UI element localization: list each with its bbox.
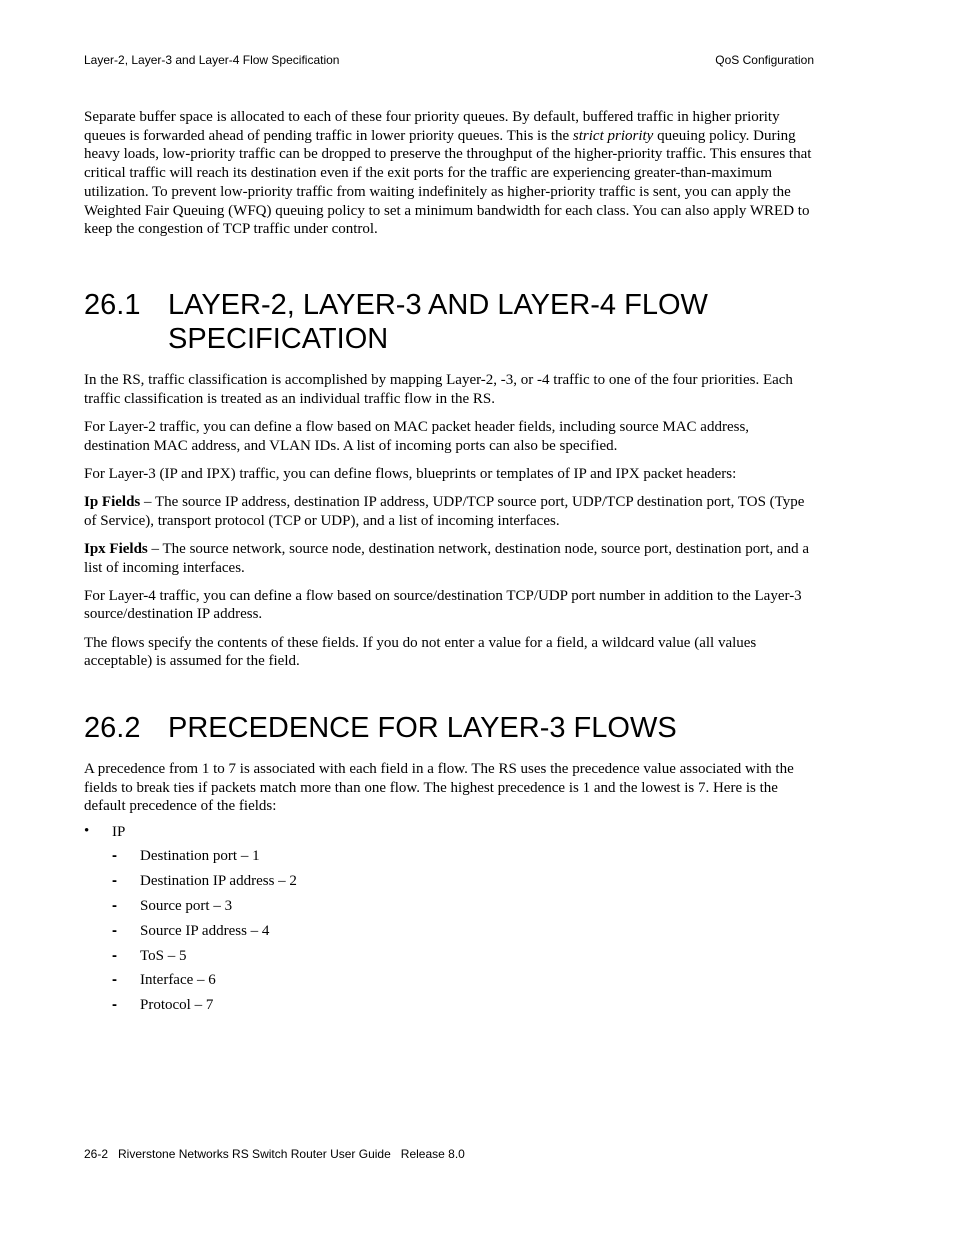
- dash-marker: -: [112, 847, 117, 865]
- dash-marker: -: [112, 896, 117, 914]
- paragraph: The flows specify the contents of these fields. If you do not enter a value for a field, a wildcard value (all values acceptable) is assumed for the field.: [84, 634, 757, 670]
- list-item-label: Destination port – 1: [140, 848, 260, 865]
- dash-marker: -: [112, 971, 117, 989]
- list-item-label: ToS – 5: [140, 947, 187, 964]
- section-number: 26.2: [84, 712, 141, 745]
- list-item-label: Destination IP address – 2: [140, 873, 297, 890]
- list-item: [84, 823, 814, 1021]
- intro-paragraph: [84, 108, 814, 239]
- ip-fields-text: – The source IP address, destination IP address, UDP/TCP source port, UDP/TCP destination port, TOS (Type of Service), transport protocol (TCP or UDP), and a list of incoming interfaces.: [84, 493, 805, 529]
- list-item: [112, 971, 814, 996]
- ipx-fields-label: Ipx Fields: [84, 540, 148, 557]
- paragraph: For Layer-3 (IP and IPX) traffic, you can define flows, blueprints or templates of IP and IPX packet headers:: [84, 465, 737, 482]
- dash-marker: -: [112, 921, 117, 939]
- ipx-fields-text: – The source network, source node, destination network, destination node, source port, destination port, and a list of incoming interfaces.: [84, 540, 809, 576]
- list-item-label: Source IP address – 4: [140, 922, 270, 939]
- list-item: [112, 847, 814, 872]
- paragraph: For Layer-2 traffic, you can define a flow based on MAC packet header fields, including source MAC address, destination MAC address, and VLAN IDs. A list of incoming ports can also be specified.: [84, 418, 750, 454]
- paragraph: For Layer-4 traffic, you can define a flow based on source/destination TCP/UDP port number in addition to the Layer-3 source/destination IP address.: [84, 587, 802, 623]
- precedence-list: [84, 823, 814, 1021]
- intro-text-2: queuing policy. During heavy loads, low-priority traffic can be dropped to preserve the throughput of the higher-priority traffic. This ensures that critical traffic will reach its destination even if the exit ports for the traffic are experiencing greater-than-maximum utilization. To prevent low-priority traffic from waiting indefinitely as higher-priority traffic is sent, you can apply the Weighted Fair Queuing (WFQ) queuing policy to set a minimum bandwidth for each class. You can also apply WRED to keep the congestion of TCP traffic under control.: [84, 127, 812, 238]
- bullet-marker: •: [84, 822, 90, 839]
- list-item-label: Source port – 3: [140, 897, 233, 914]
- list-item: [112, 872, 814, 897]
- dash-marker: -: [112, 872, 117, 890]
- list-item-label: Interface – 6: [140, 972, 216, 989]
- list-item: [112, 947, 814, 972]
- paragraph: In the RS, traffic classification is accomplished by mapping Layer-2, -3, or -4 traffic to one of the four priorities. Each traffic classification is treated as an individual traffic flow in the RS.: [84, 371, 793, 407]
- list-item: [112, 996, 814, 1021]
- dash-marker: -: [112, 996, 117, 1014]
- list-item-label: IP: [112, 823, 126, 840]
- header-chapter-section: Layer-2, Layer-3 and Layer-4 Flow Specification: [84, 53, 340, 67]
- ipx-fields-paragraph: [84, 540, 814, 577]
- list-item-label: Protocol – 7: [140, 997, 214, 1014]
- page-footer: 26-2 Riverstone Networks RS Switch Router User Guide Release 8.0: [84, 1147, 465, 1161]
- header-chapter-title: QoS Configuration: [715, 53, 814, 67]
- section-number: 26.1: [84, 288, 141, 321]
- dash-marker: -: [112, 946, 117, 964]
- section-heading-26-2: [84, 711, 814, 745]
- page-content: [84, 108, 814, 1021]
- sub-list: [112, 847, 814, 1021]
- ip-fields-label: Ip Fields: [84, 493, 141, 510]
- paragraph: A precedence from 1 to 7 is associated with each field in a flow. The RS uses the precedence value associated with the fields to break ties if packets match more than one flow. The highest precedence is 1 and the lowest is 7. Here is the default precedence of the fields:: [84, 761, 794, 815]
- list-item: [112, 897, 814, 922]
- intro-italic-term: strict priority: [572, 127, 654, 144]
- section-title: PRECEDENCE FOR LAYER-3 FLOWS: [168, 712, 677, 745]
- ip-fields-paragraph: [84, 493, 814, 530]
- section-heading-26-1: [84, 288, 814, 356]
- intro-text-1: Separate buffer space is allocated to each of these four priority queues. By default, buffered traffic in higher priority queues is forwarded ahead of pending traffic in lower priority queues. This is the: [84, 109, 780, 144]
- list-item: [112, 922, 814, 947]
- section-title: LAYER-2, LAYER-3 AND LAYER-4 FLOW SPECIFICATION: [168, 288, 708, 355]
